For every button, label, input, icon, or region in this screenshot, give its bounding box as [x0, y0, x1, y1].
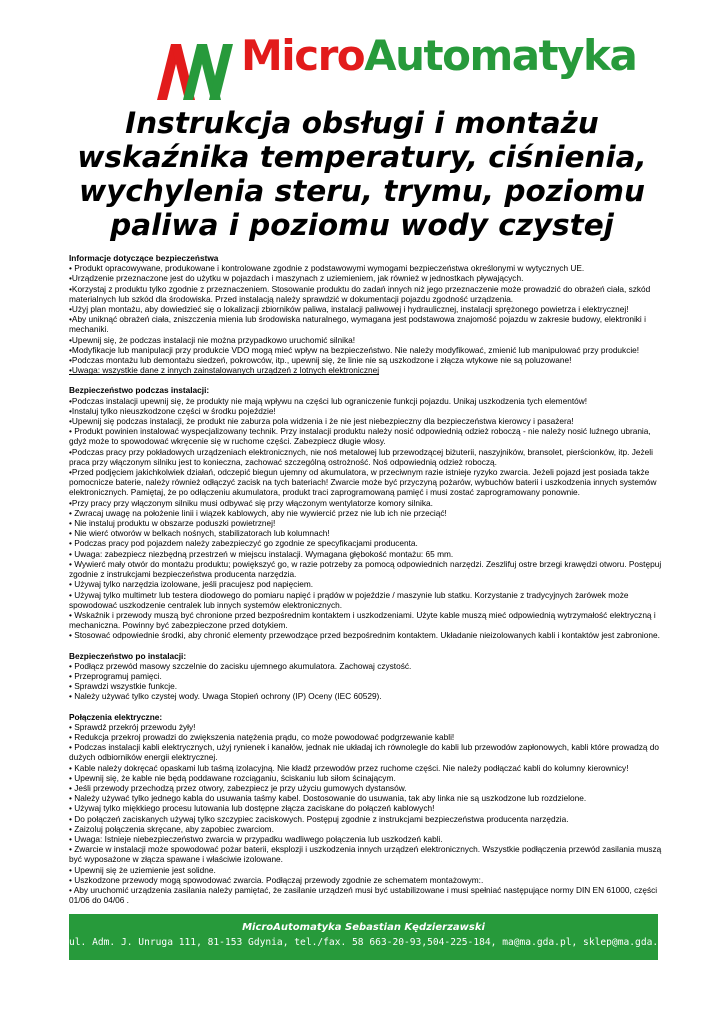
list-item: •Uwaga: wszystkie dane z innych zainstalowanych urządzeń z lotnych elektronicznej: [69, 365, 380, 376]
list-item: • Należy używać tylko jednego kabla do usuwania taśmy kabel. Dostosowanie do usuwania, tak aby linka nie są uszkodzone lub rozdzielone.: [69, 793, 587, 804]
list-item: • Redukcja przekroj prowadzi do zwiększenia natężenia prądu, co może powodować podgrzewanie kabli!: [69, 731, 455, 742]
section: [69, 253, 669, 375]
list-item: • Wskaźnik i przewody muszą być chronione przed bezpośrednim kontaktem i uszkodzeniami. Użyte kable muszą mieć odpowiednią wytrzymałość elektryczną i mechaniczna. Powinny być zabezpieczone przed dotykiem.: [69, 609, 656, 631]
list-item: • Zwarcie w instalacji może spowodować pożar baterii, eksplozji i uszkodzenia innych urządzeń elektronicznych. Wszystkie podłączenia przewód zasilania muszą być wyposażone w złącza spawane i właściwie izolowane.: [69, 844, 662, 865]
list-item: • Wywierć mały otwór do montażu produktu; powiększyć go, w razie potrzeby za pomocą odpowiednich narzędzi. Zeszlifuj ostre brzegi krawędzi otworu. Postępuj zgodnie z instrukcjami bezpieczeństwa producenta narzędzia.: [69, 558, 662, 580]
list-item: • Nie instaluj produktu w obszarze poduszki powietrznej!: [69, 518, 276, 529]
section-heading: Bezpieczeństwo podczas instalacji:: [69, 385, 210, 396]
section: [69, 712, 669, 906]
list-item: •Instaluj tylko nieuszkodzone części w środku pojeździe!: [69, 405, 276, 416]
list-item: •Aby uniknąć obrażeń ciała, zniszczenia mienia lub środowiska naturalnego, wymagana jest podstawowa znajomość pojazdu w zakresie budowy, elektroniki i mechaniki.: [69, 314, 646, 335]
section-heading: Połączenia elektryczne:: [69, 711, 163, 722]
brand-name-micro: Micro: [241, 31, 365, 80]
list-item: • Aby uruchomić urządzenia zasilania należy pamiętać, że zasilanie urządzeń musi być ustabilizowane i musi spełniać następujące normy DIN EN 61000, części 01/06 do 04/06 .: [69, 884, 658, 906]
list-item: • Uwaga: zabezpiecz niezbędną przestrzeń w miejscu instalacji. Wymagana głębokość montażu: 65 mm.: [69, 548, 454, 559]
list-item: • Zwracaj uwagę na położenie linii i wiązek kablowych, aby nie wywiercić przez nie lub ich nie przeciąć!: [69, 507, 447, 518]
list-item: •Upewnij się podczas instalacji, że produkt nie zaburza pola widzenia i że nie jest niebezpieczny dla bezpieczeństwa kierowcy i pasażera!: [69, 416, 574, 427]
list-item: •Korzystaj z produktu tylko zgodnie z przeznaczeniem. Stosowanie produktu do zadań innych niż jego przeznaczenie może prowadzić do obrażeń ciała, szkód materialnych lub szkód dla środowiska. Przed instalacją należy sprawdzić w dokumentacji pojazdu zgodność urządzenia.: [69, 283, 651, 304]
list-item: •Przy pracy przy włączonym silniku musi odbywać się przy włączonym wentylatorze komory silnika.: [69, 497, 433, 508]
list-item: •Urządzenie przeznaczone jest do użytku w pojazdach i maszynach z uziemieniem, jak również w jednostkach pływających.: [69, 273, 524, 284]
list-item: •Modyfikacje lub manipulacji przy produkcie VDO mogą mieć wpływ na bezpieczeństwo. Nie należy modyfikować, zmienić lub manipulować przy produkcie!: [69, 344, 640, 355]
list-item: •Podczas instalacji upewnij się, że produkty nie mają wpływu na części lub ograniczenie funkcji pojazdu. Unikaj uszkodzenia tych elementów!: [69, 395, 588, 406]
list-item: • Kable należy dokręcać opaskami lub taśmą izolacyjną. Nie kładź przewodów przez ruchome części. Nie należy podłączać kabli do kolumny kierownicy!: [69, 762, 629, 773]
list-item: •Użyj plan montażu, aby dowiedzieć się o lokalizacji zbiorników paliwa, instalacji paliwowej i hydraulicznej, instalacji sprężonego powietrza i elektrycznej!: [69, 304, 629, 315]
list-item: • Do połączeń zaciskanych używaj tylko szczypiec zaciskowych. Postępuj zgodnie z instrukcjami bezpieczeństwa producenta narzędzia.: [69, 813, 569, 824]
section: [69, 385, 669, 640]
list-item: • Podczas instalacji kabli elektrycznych, użyj rynienek i kanałów, jednak nie układaj ich równolegle do kabli lub przewodów zapłonowych, kabli które prowadzą do dużych odbiorników energii elektrycznej.: [69, 742, 659, 763]
list-item: • Jeśli przewody przechodzą przez otwory, zabezpiecz je przy użyciu gumowych dystansów.: [69, 782, 407, 793]
logo-mark-icon: [157, 44, 239, 100]
list-item: • Stosować odpowiednie środki, aby chronić elementy przewodzące przed bezpośrednim kontaktem. Układanie nieizolowanych kabli i kontaktów jest zabronione.: [69, 630, 660, 641]
list-item: • Przeprogramuj pamięci.: [69, 670, 162, 681]
list-item: • Upewnij się, że kable nie będą poddawane rozciąganiu, ściskaniu lub siłom ścinającym.: [69, 772, 396, 783]
list-item: • Należy używać tylko czystej wody. Uwaga Stopień ochrony (IP) Oceny (IEC 60529).: [69, 691, 382, 702]
list-item: • Produkt powinien instalować wyspecjalizowany technik. Przy instalacji produktu należy nosić odpowiednią odzież roboczą - nie należy nosić luźnego ubrania, gdyż może to spowodować wkręcenie się w ruchome części. Zabezpiecz długie włosy.: [69, 426, 651, 447]
footer: [69, 914, 670, 960]
list-item: • Podczas pracy pod pojazdem należy zabezpieczyć go zgodnie ze specyfikacjami producenta.: [69, 538, 418, 549]
brand-name-automatyka: Automatyka: [364, 31, 637, 80]
list-item: • Produkt opracowywane, produkowane i kontrolowane zgodnie z podstawowymi wymogami bezpieczeństwa określonymi w wytycznych UE.: [69, 263, 585, 274]
list-item: • Uwaga: Istnieje niebezpieczeństwo zwarcia w przypadku wadliwego połączenia lub uszkodzeń kabli.: [69, 833, 443, 844]
list-item: •Podczas pracy przy pokładowych urządzeniach elektronicznych, nie noś metalowej lub przewodzącej biżuterii, naszyjników, bransolet, pierścionków, itp. Jeżeli praca przy włączonym silniku jest to konieczna, zachować szczególną ostrożność. Noś odpowiednią odzież roboczą.: [69, 446, 653, 467]
section-heading: Bezpieczeństwo po instalacji:: [69, 650, 187, 661]
footer-company: MicroAutomatyka Sebastian Kędzierzawski: [242, 922, 485, 933]
section: [69, 651, 669, 702]
list-item: • Uszkodzone przewody mogą spowodować zwarcia. Podłączaj przewody zgodnie ze schematem montażowym:.: [69, 874, 484, 885]
list-item: •Podczas montażu lub demontażu siedzeń, pokrowców, itp., upewnij się, że linie nie są uszkodzone i złącza wtykowe nie są poluzowane!: [69, 355, 572, 366]
list-item: • Sprawdź przekrój przewodu żyły!: [69, 721, 196, 732]
list-item: •Upewnij się, że podczas instalacji nie można przypadkowo uruchomić silnika!: [69, 334, 356, 345]
footer-address: ul. Adm. J. Unruga 111, 81-153 Gdynia, tel./fax. 58 663-20-93,504-225-184, ma@ma.gda.pl, sklep@ma.gda.pl: [69, 937, 670, 948]
list-item: • Podłącz przewód masowy szczelnie do zacisku ujemnego akumulatora. Zachowaj czystość.: [69, 660, 412, 671]
list-item: •Przed podjęciem jakichkolwiek działań, odczepić biegun ujemny od akumulatora, w przeciwnym razie istnieje ryzyko zwarcia. Jeżeli pojazd jest posiada także pomocnicze baterie, należy również odłączyć zacisk na tych bateriach! Zwarcie może być przyczyną pożarów, wybuchów baterii i uszkodzenia innych systemów elektronicznych. Pamiętaj, że po odłączeniu akumulatora, produkt traci zaprogramowaną pamięć i musi zostać zaprogramowany ponownie.: [69, 467, 657, 498]
list-item: • Używaj tylko miękkiego procesu lutowania lub dostępne złącza zaciskane do połączeń kablowych!: [69, 803, 435, 814]
list-item: • Upewnij się że uziemienie jest solidne.: [69, 864, 216, 875]
list-item: • Używaj tylko narzędzia izolowane, jeśli pracujesz pod napięciem.: [69, 579, 314, 590]
list-item: • Używaj tylko multimetr lub testera diodowego do pomiaru napięć i prądów w pojeździe / maszynie lub statku. Korzystanie z tradycyjnych żarówek może spowodować uszkodzenie centralek lub innych systemów elektronicznych.: [69, 589, 629, 610]
document-title: Instrukcja obsługi i montażu wskaźnika temperatury, ciśnienia, wychylenia steru, trymu, poziomu paliwa i poziomu wody czystej: [77, 106, 647, 242]
section-heading: Informacje dotyczące bezpieczeństwa: [69, 253, 219, 263]
header: [0, 0, 724, 110]
list-item: • Nie wierć otworów w belkach nośnych, stabilizatorach lub kolumnach!: [69, 528, 330, 539]
list-item: • Sprawdzi wszystkie funkcje.: [69, 681, 178, 692]
list-item: • Zaizoluj połączenia skręcane, aby zapobiec zwarciom.: [69, 823, 274, 834]
document-body: [69, 253, 669, 915]
brand-logo: [241, 32, 636, 80]
